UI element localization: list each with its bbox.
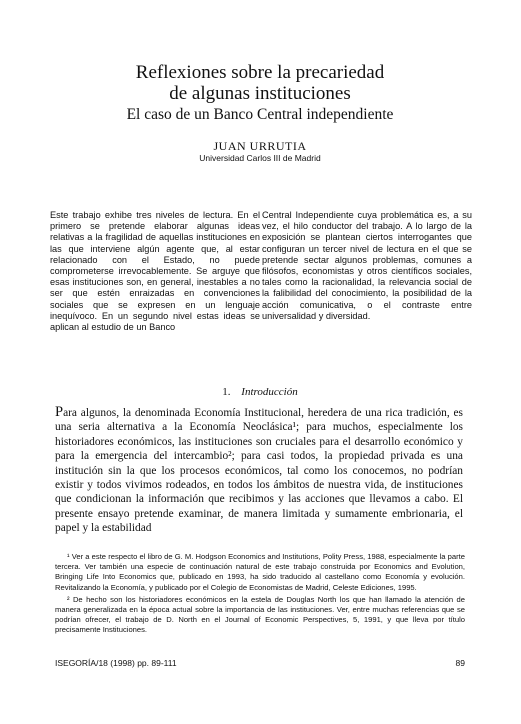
article-subtitle: El caso de un Banco Central independiente xyxy=(126,106,394,123)
section-number: 1. xyxy=(222,386,231,398)
section-heading xyxy=(60,386,460,398)
article-title xyxy=(60,62,460,104)
section-title: Introducción xyxy=(241,386,298,398)
footnote-1: ¹ Ver a este respecto el libro de G. M. Hodgson Economics and Institutions, Polity Press, 1988, especialmente la parte tercera. Ver también una especie de continuación natural de este trabajo construida por Economics and Evolution, Bringing Life Into Economics que, publicado en 1993, ha sido traducido al castellano como Economía y evolución. Revitalizando la Economía, y publicado por el Colegio de Economistas de Madrid, Celeste Ediciones, 1995. xyxy=(55,552,465,592)
journal-citation: ISEGORÍA/18 (1998) pp. 89-111 xyxy=(55,658,177,668)
page-number: 89 xyxy=(455,658,465,668)
title-line-1: Reflexiones sobre la precariedad xyxy=(135,62,385,83)
body-paragraph-text: ara algunos, la denominada Economía Institucional, heredera de una rica tradición, es una seria alternativa a la Economía Neoclásica¹; para muchos, especialmente los historiadores económicos, las instituciones son cruciales para el desarrollo económico y para la emergencia del intercambio²; para casi todos, la propiedad privada es una institución sin la que los procesos económicos, tal como los conocemos, no podrían existir y todos vivimos rodeados, en todos los ámbitos de nuestra vida, de instituciones que condicionan la información que recibimos y las acciones que llevamos a cabo. El presente ensayo pretende examinar, de manera limitada y sumamente embrionaria, el papel y la estabilidad xyxy=(55,407,463,535)
title-line-2: de algunas instituciones xyxy=(169,83,351,104)
author-name: JUAN URRUTIA xyxy=(213,139,307,153)
abstract-right-column: Central Independiente cuya problemática es, a su vez, el hilo conductor del trabajo. A lo largo de la exposición se plantean ciertos interrogantes que configuran un tercer nivel de lectura en el que se pretende sectar algunos problemas, comunes a filósofos, economistas y otros científicos sociales, tales como la racionalidad, la relevancia social de la falibilidad del conocimiento, la posibilidad de la acción comunicativa, o el contraste entre universalidad y diversidad. xyxy=(262,210,472,321)
footnote-2: ² De hecho son los historiadores económicos en la estela de Douglas North los que han llamado la atención de manera generalizada en la época actual sobre la importancia de las instituciones. Ver, entre muchas referencias que se podrían ofrecer, el trabajo de D. North en el Journal of Economic Perspectives, 5, 1991, y que lleva por título precisamente Instituciones. xyxy=(55,594,465,635)
body-paragraph xyxy=(55,405,463,536)
author-affiliation: Universidad Carlos III de Madrid xyxy=(199,153,321,163)
footnotes xyxy=(55,552,465,638)
drop-cap: P xyxy=(55,404,64,420)
abstract-left-column: Este trabajo exhibe tres niveles de lectura. En el primero se pretende elaborar algunas ideas relativas a la fragilidad de aquellas instituciones en las que interviene algún agente que, al estar relacionado con el Estado, no puede comprometerse irrevocablemente. Se arguye que esas instituciones son, en general, inestables a no ser que estén enraizadas en convenciones sociales que se expresen en un lenguaje inequívoco. En un segundo nivel estas ideas se aplican al estudio de un Banco xyxy=(50,210,260,333)
